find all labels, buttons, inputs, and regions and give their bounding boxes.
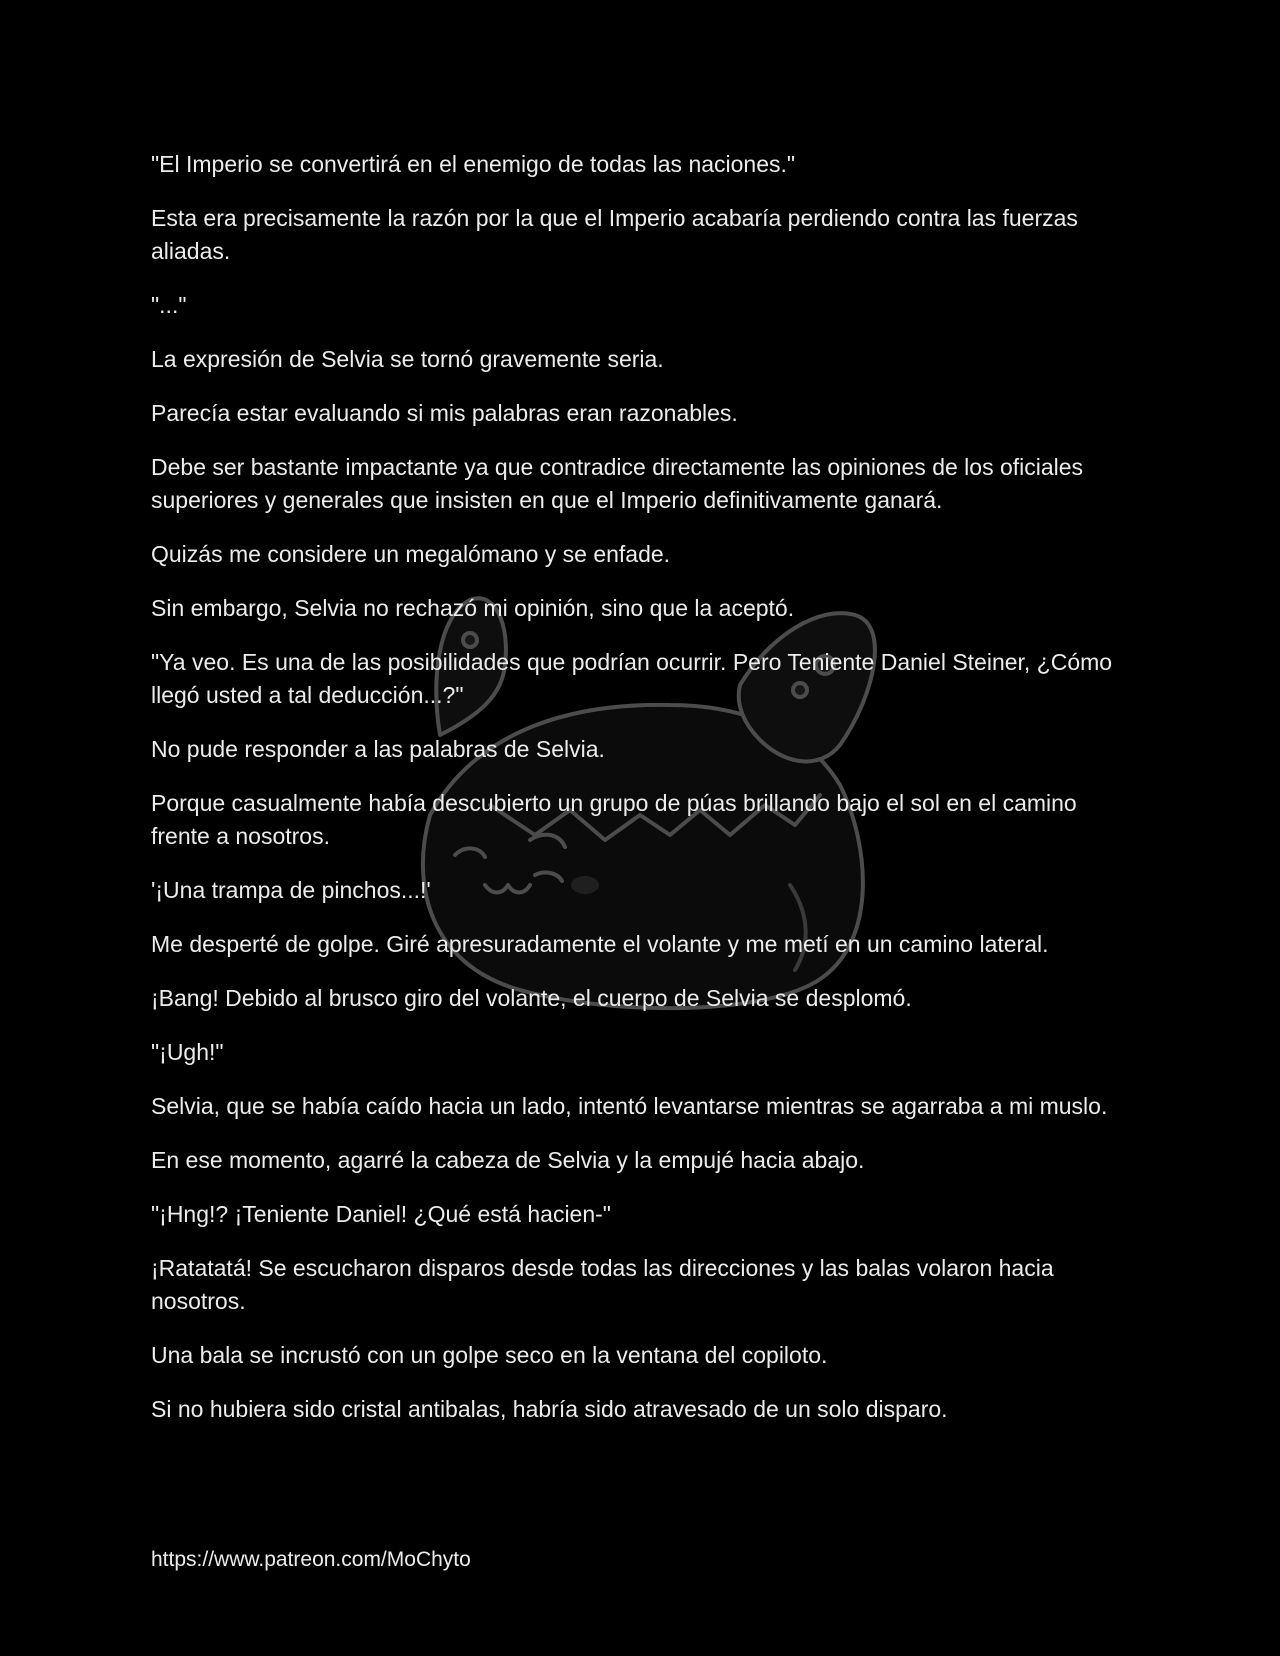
paragraph: Esta era precisamente la razón por la que el Imperio acabaría perdiendo contra las fuerzas aliadas. <box>151 205 1078 264</box>
paragraph: "Ya veo. Es una de las posibilidades que podrían ocurrir. Pero Teniente Daniel Steiner, ¿Cómo llegó usted a tal deducción...?" <box>151 649 1113 708</box>
chapter-text <box>151 148 1131 1447</box>
paragraph: Una bala se incrustó con un golpe seco en la ventana del copiloto. <box>151 1342 828 1368</box>
paragraph: ¡Ratatatá! Se escucharon disparos desde todas las direcciones y las balas volaron hacia nosotros. <box>151 1255 1054 1314</box>
paragraph: ¡Bang! Debido al brusco giro del volante, el cuerpo de Selvia se desplomó. <box>151 985 912 1011</box>
paragraph: Selvia, que se había caído hacia un lado, intentó levantarse mientras se agarraba a mi muslo. <box>151 1093 1108 1119</box>
paragraph: Me desperté de golpe. Giré apresuradamente el volante y me metí en un camino lateral. <box>151 931 1049 957</box>
paragraph: "El Imperio se convertirá en el enemigo de todas las naciones." <box>151 151 796 177</box>
paragraph: Porque casualmente había descubierto un grupo de púas brillando bajo el sol en el camino frente a nosotros. <box>151 790 1077 849</box>
paragraph: Si no hubiera sido cristal antibalas, habría sido atravesado de un solo disparo. <box>151 1396 948 1422</box>
patreon-link[interactable]: https://www.patreon.com/MoChyto <box>151 1548 471 1571</box>
paragraph: No pude responder a las palabras de Selvia. <box>151 736 605 762</box>
paragraph: "¡Ugh!" <box>151 1039 224 1065</box>
paragraph: Sin embargo, Selvia no rechazó mi opinión, sino que la aceptó. <box>151 595 795 621</box>
paragraph: "¡Hng!? ¡Teniente Daniel! ¿Qué está hacien-" <box>151 1201 611 1227</box>
paragraph: '¡Una trampa de pinchos...!' <box>151 877 431 903</box>
paragraph: Quizás me considere un megalómano y se enfade. <box>151 541 671 567</box>
paragraph: La expresión de Selvia se tornó gravemente seria. <box>151 346 664 372</box>
paragraph: Parecía estar evaluando si mis palabras eran razonables. <box>151 400 738 426</box>
paragraph: "..." <box>151 292 187 318</box>
paragraph: Debe ser bastante impactante ya que contradice directamente las opiniones de los oficiales superiores y generales que insisten en que el Imperio definitivamente ganará. <box>151 454 1084 513</box>
paragraph: En ese momento, agarré la cabeza de Selvia y la empujé hacia abajo. <box>151 1147 865 1173</box>
